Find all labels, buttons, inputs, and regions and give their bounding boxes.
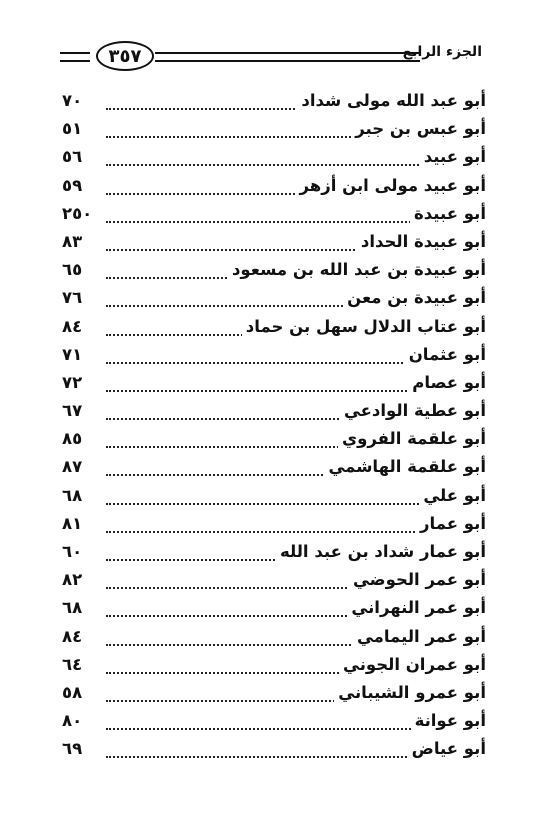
index-entry	[62, 539, 486, 567]
header-rule-middle	[155, 52, 420, 62]
entry-name: أبو عطية الوادعي	[340, 401, 486, 420]
page-number: ٣٥٧	[96, 41, 154, 71]
entry-page-number: ٨٧	[62, 457, 83, 477]
entry-page-number: ٦٤	[62, 654, 83, 674]
index-entry	[62, 567, 486, 595]
entry-name: أبو علي	[419, 486, 486, 505]
entry-page-number: ٧٠	[62, 91, 83, 110]
entry-name: أبو علقمة الفروي	[338, 429, 486, 448]
entry-name: أبو عبيدة	[410, 204, 486, 223]
index-entry	[62, 680, 486, 708]
index-entry	[62, 483, 486, 511]
entry-page-number: ٧١	[62, 344, 83, 364]
entry-page-number: ٧٢	[62, 372, 83, 392]
entry-name: أبو عوانة	[411, 711, 486, 730]
entry-page-number: ٦٠	[62, 542, 83, 561]
index-entry	[62, 398, 486, 426]
entry-page-number: ٨١	[62, 513, 83, 533]
entry-name: أبو عمران الجوني	[339, 655, 486, 674]
entry-name: أبو عبيدة بن معن	[343, 288, 486, 307]
entry-name: أبو علقمة الهاشمي	[324, 457, 486, 476]
index-entry	[62, 116, 486, 144]
entry-name: أبو عبيدة الحداد	[357, 232, 486, 251]
entry-name: أبو عمار شداد بن عبد الله	[276, 542, 486, 561]
entry-name: أبو عثمان	[405, 345, 486, 364]
entry-page-number: ٨٣	[62, 231, 83, 251]
index-entry	[62, 708, 486, 736]
index-entry	[62, 173, 486, 201]
index-entry	[62, 595, 486, 623]
index-entry	[62, 314, 486, 342]
entry-page-number: ٥٨	[62, 682, 83, 702]
index-entry	[62, 652, 486, 680]
entry-page-number: ٦٧	[62, 401, 83, 421]
entry-name: أبو عمر اليمامي	[353, 627, 486, 646]
index-entry	[62, 144, 486, 172]
index-entry	[62, 201, 486, 229]
index-entry	[62, 257, 486, 285]
index-entry	[62, 88, 486, 116]
index-entry	[62, 285, 486, 313]
entry-page-number: ٦٨	[62, 485, 83, 505]
entry-name: أبو عصام	[408, 373, 486, 392]
running-title: الجزء الرابع	[402, 44, 482, 60]
index-entry	[62, 229, 486, 257]
index-entry	[62, 342, 486, 370]
entry-name: أبو عتاب الدلال سهل بن حماد	[242, 317, 486, 336]
index-list	[62, 88, 486, 765]
entry-page-number: ٨٥	[62, 429, 83, 449]
entry-name: أبو عبيدة بن عبد الله بن مسعود	[228, 260, 486, 279]
entry-page-number: ٨٢	[62, 570, 83, 590]
index-entry	[62, 426, 486, 454]
entry-name: أبو عبيد	[420, 147, 486, 166]
entry-name: أبو عبس بن جبر	[351, 119, 486, 138]
entry-name: أبو عمرو الشيباني	[334, 683, 486, 702]
entry-name: أبو عمار	[416, 514, 486, 533]
entry-page-number: ٨٤	[62, 316, 83, 336]
index-entry	[62, 736, 486, 764]
entry-name: أبو عمر الحوضي	[349, 570, 486, 589]
entry-page-number: ٥٩	[62, 175, 83, 195]
entry-name: أبو عبيد مولى ابن أزهر	[296, 176, 486, 195]
entry-page-number: ٥١	[62, 119, 83, 139]
entry-page-number: ٨٤	[62, 626, 83, 646]
entry-name: أبو عبد الله مولى شداد	[297, 91, 486, 110]
index-entry	[62, 454, 486, 482]
entry-page-number: ٢٥٠	[62, 203, 93, 223]
entry-page-number: ٦٨	[62, 598, 83, 618]
entry-page-number: ٥٦	[62, 147, 83, 167]
header-rule-left	[60, 52, 90, 62]
entry-page-number: ٦٥	[62, 260, 83, 280]
entry-page-number: ٦٩	[62, 739, 83, 759]
index-entry	[62, 511, 486, 539]
page-header	[60, 40, 482, 70]
entry-page-number: ٨٠	[62, 711, 83, 731]
entry-page-number: ٧٦	[62, 288, 83, 308]
index-entry	[62, 624, 486, 652]
index-entry	[62, 370, 486, 398]
entry-name: أبو عمر النهراني	[347, 598, 486, 617]
entry-name: أبو عياض	[408, 739, 486, 758]
